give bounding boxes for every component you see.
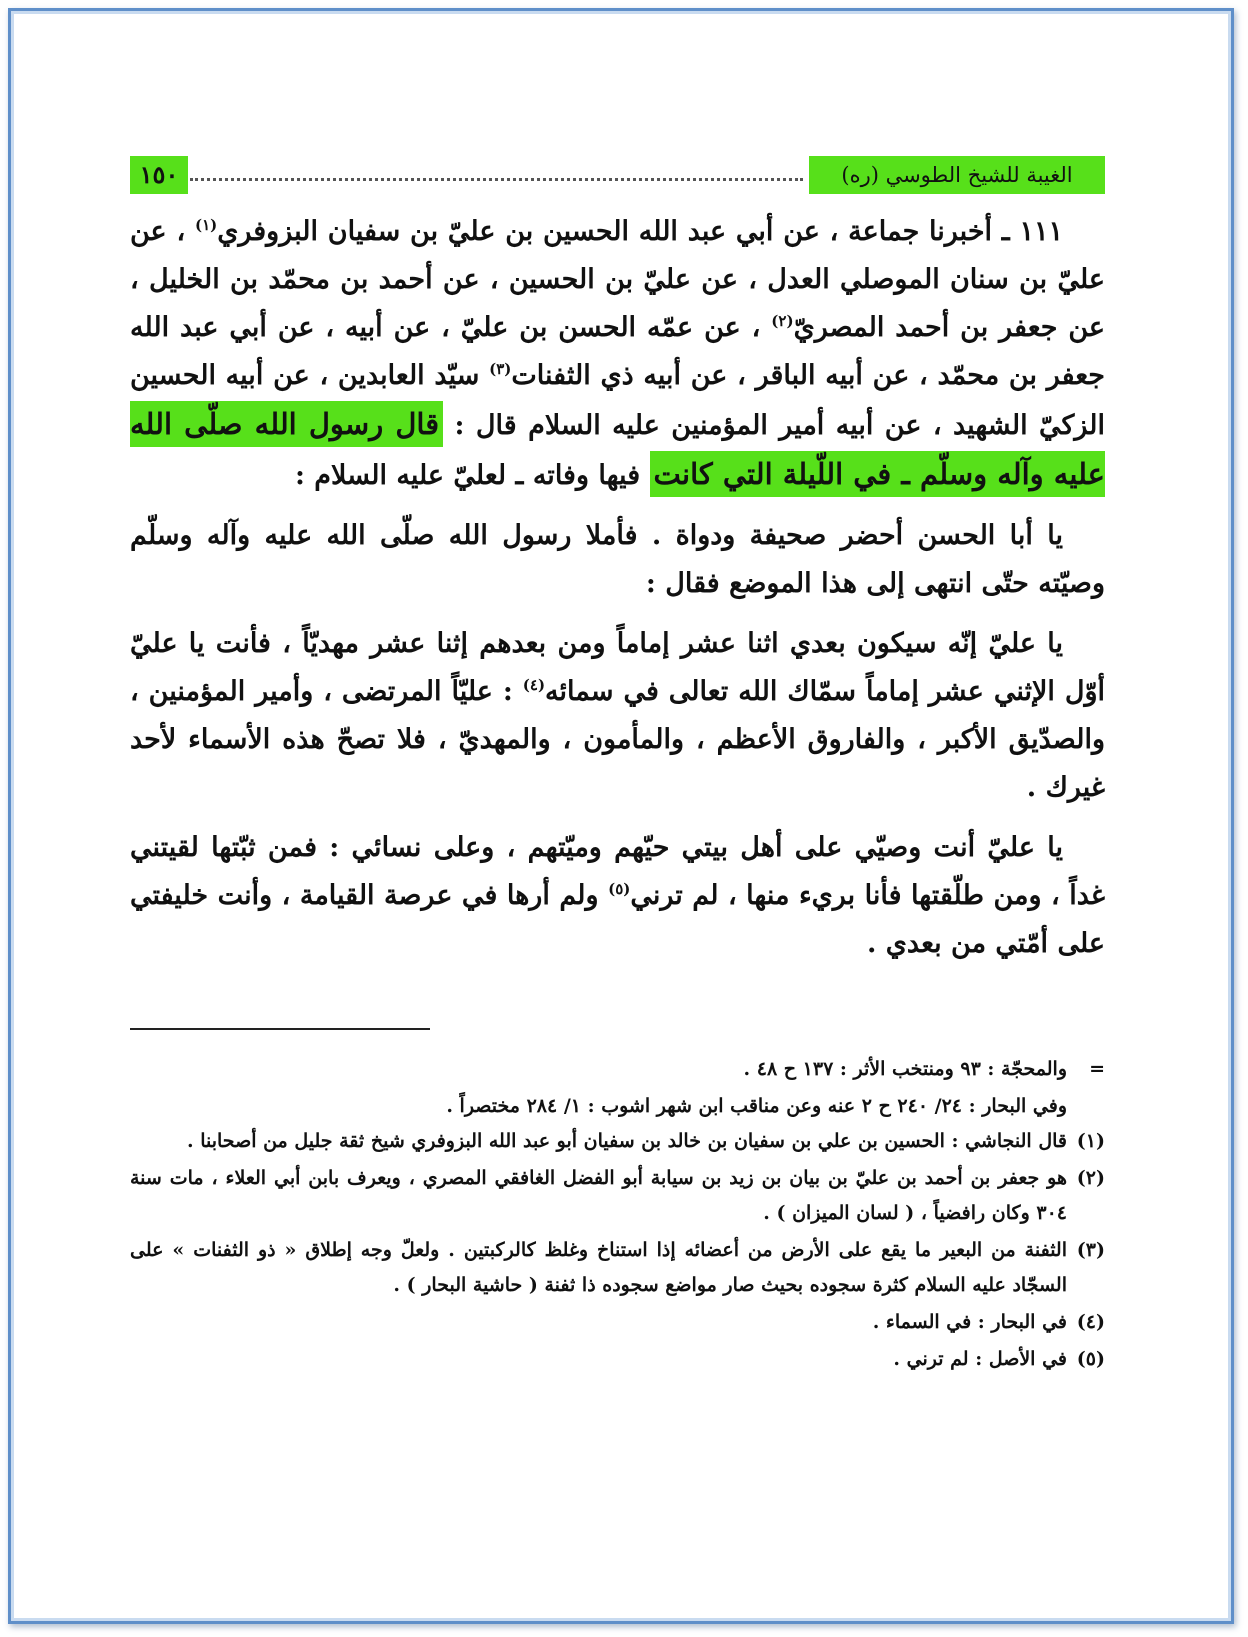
footnotes xyxy=(130,1052,1105,1377)
footnote-separator xyxy=(130,1028,430,1030)
footnote-mark: (٣) xyxy=(1076,1239,1105,1261)
footnote-text: في البحار : في السماء . xyxy=(872,1311,1067,1333)
footnote-text: في الأصل : لم ترني . xyxy=(893,1348,1067,1370)
running-header xyxy=(130,150,1105,194)
paragraph-hadith-chain xyxy=(130,208,1105,500)
chain-text-5: فيها وفاته ـ لعليّ عليه السلام : xyxy=(294,460,641,491)
footnote-mark: (٤) xyxy=(1076,1311,1105,1333)
footnote-1 xyxy=(130,1124,1105,1159)
chain-text-4: سيّد العابدين ، عن أبيه الحسين الزكيّ الشهيد ، عن أبيه أمير المؤمنين عليه السلام قال : xyxy=(130,360,1105,441)
highlighted-quote: قال رسول الله صلّى الله عليه وآله وسلّم ـ في اللّيلة التي كانت xyxy=(130,401,1105,497)
footnote-ref-4: (٤) xyxy=(522,676,546,694)
chain-text-1: ١١١ ـ أخبرنا جماعة ، عن أبي عبد الله الحسين بن عليّ بن سفيان البزوفري xyxy=(217,216,1064,247)
paragraph-wasiyya xyxy=(130,824,1105,968)
footnote-mark: = xyxy=(1089,1058,1105,1080)
footnote-source-continued: وفي البحار : ٢٤/ ٢٤٠ ح ٢ عنه وعن مناقب ابن شهر اشوب : ١/ ٢٨٤ مختصراً . xyxy=(446,1095,1067,1117)
imams-text-2: : عليّاً المرتضى ، وأمير المؤمنين ، والصدّيق الأكبر ، والفاروق الأعظم ، والمأمون ، والمهديّ ، فلا تصحّ هذه الأسماء لأحد غيرك . xyxy=(130,676,1105,803)
footnote-mark: (٥) xyxy=(1076,1348,1105,1370)
footnote-text: الثفنة من البعير ما يقع على الأرض من أعضائه إذا استناخ وغلظ كالركبتين . ولعلّ وجه إطلاق « ذو الثفنات » على السجّاد عليه السلام كثرة سجوده بحيث صار مواضع سجوده ذا ثفنة ( حاشية البحار ) . xyxy=(130,1239,1067,1296)
chain-text-3: ، عن عمّه الحسن بن عليّ ، عن أبيه ، عن أبي عبد الله جعفر بن محمّد ، عن أبيه الباقر ، عن أبيه ذي الثفنات xyxy=(130,312,1105,391)
chain-text-2: ، عن عليّ بن سنان الموصلي العدل ، عن عليّ بن الحسين ، عن أحمد بن محمّد بن الخليل ، عن جعفر بن أحمد المصريّ xyxy=(130,216,1105,343)
footnote-text: هو جعفر بن أحمد بن عليّ بن بيان بن زيد بن سيابة أبو الفضل الغافقي المصري ، ويعرف بابن أبي العلاء ، مات سنة ٣٠٤ وكان رافضياً ، ( لسان الميزان ) . xyxy=(130,1167,1067,1224)
header-leader-dots xyxy=(190,164,803,181)
wasiyya-text-2: ولم أرها في عرصة القيامة ، وأنت خليفتي على أمّتي من بعدي . xyxy=(130,880,1105,959)
footnote-mark: (١) xyxy=(1076,1130,1105,1152)
imams-text-1: يا عليّ إنّه سيكون بعدي اثنا عشر إماماً ومن بعدهم إثنا عشر مهديّاً ، فأنت يا عليّ أوّل الإثني عشر إماماً سمّاك الله تعالى في سمائه xyxy=(130,628,1106,707)
footnote-ref-2: (٢) xyxy=(771,312,794,330)
footnote-5 xyxy=(130,1342,1105,1377)
footnote-text: والمحجّة : ٩٣ ومنتخب الأثر : ١٣٧ ح ٤٨ . xyxy=(743,1058,1067,1080)
footnote-ref-5: (٥) xyxy=(608,880,631,898)
footnote-ref-3: (٣) xyxy=(489,360,512,378)
footnote-mark: (٢) xyxy=(1076,1167,1105,1189)
page-number: ١٥٠ xyxy=(130,156,188,194)
footnote-3 xyxy=(130,1233,1105,1303)
footnote-4 xyxy=(130,1305,1105,1340)
footnote-text: قال النجاشي : الحسين بن علي بن سفيان بن خالد بن سفيان أبو عبد الله البزوفري شيخ ثقة جليل من أصحابنا . xyxy=(186,1130,1067,1152)
paragraph-dictation: يا أبا الحسن أحضر صحيفة ودواة . فأملا رسول الله صلّى الله عليه وآله وسلّم وصيّته حتّى انتهى إلى هذا الموضع فقال : xyxy=(130,520,1105,599)
footnote-ref-1: (١) xyxy=(194,216,218,234)
wasiyya-text-1: يا عليّ أنت وصيّي على أهل بيتي حيّهم وميّتهم ، وعلى نسائي : فمن ثبّتها لقيتني غداً ، ومن طلّقتها فأنا بريء منها ، لم ترني xyxy=(130,832,1105,911)
paragraph-twelve-imams xyxy=(130,620,1105,812)
running-title: الغيبة للشيخ الطوسي (ره) xyxy=(809,156,1105,194)
book-page xyxy=(130,150,1105,1379)
body-text xyxy=(130,208,1105,968)
footnote-source xyxy=(130,1052,1105,1087)
footnote-2 xyxy=(130,1161,1105,1231)
